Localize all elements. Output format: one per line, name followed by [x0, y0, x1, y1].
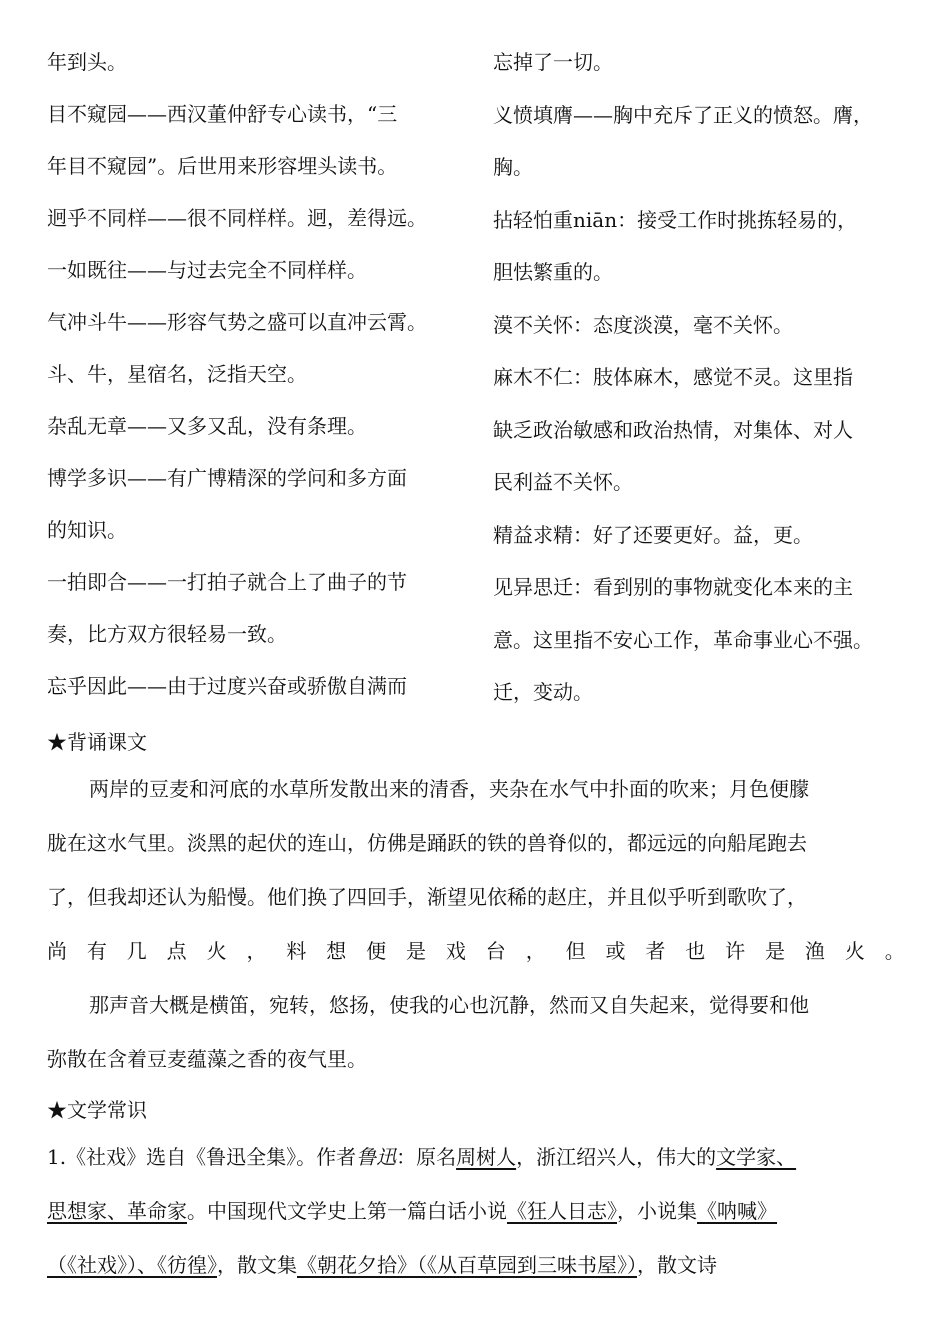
right-line: 忘掉了一切。: [493, 50, 613, 74]
author-titles: 文学家、: [716, 1145, 797, 1169]
spread-char: 者: [645, 939, 666, 963]
text-run: ：原名: [396, 1145, 457, 1169]
text-line: 那声音大概是横笛，宛转，悠扬，使我的心也沉静，然而又自失起来，觉得要和他: [89, 993, 809, 1017]
spread-char: 有: [86, 939, 107, 963]
left-line: 年到头。: [47, 50, 127, 74]
justified-line: [47, 924, 905, 978]
literature-paragraph: [47, 1130, 907, 1292]
spread-char: 几: [126, 939, 147, 963]
right-column: [493, 40, 933, 723]
text-run: ，散文集: [217, 1253, 297, 1277]
spread-char: 料: [286, 939, 307, 963]
right-line: 义愤填膺——胸中充斥了正义的愤怒。膺，: [493, 102, 873, 127]
text-run: ，浙江绍兴人，伟大的: [516, 1145, 717, 1169]
left-line: 一拍即合——一打拍子就合上了曲子的节: [47, 570, 407, 594]
collection-title: （《社戏》）、《彷徨》: [47, 1253, 217, 1277]
right-line: 民利益不关怀。: [493, 470, 633, 494]
original-name: 周树人: [456, 1145, 517, 1169]
text-line: [47, 1130, 907, 1184]
left-line: 奏，比方双方很轻易一致。: [47, 622, 287, 646]
left-line: 杂乱无章——又多又乱，没有条理。: [47, 414, 367, 438]
spread-char: 火: [206, 939, 227, 963]
section-heading: ★背诵课文: [47, 730, 147, 754]
left-line: 迥乎不同样——很不同样样。迥，差得远。: [47, 206, 427, 230]
text-run: ，散文诗: [637, 1253, 717, 1277]
spread-char: 但: [565, 939, 586, 963]
spread-char: 便: [366, 939, 387, 963]
novel-title: 《狂人日志》: [507, 1199, 617, 1223]
spread-char: 也: [685, 939, 706, 963]
spread-char: ，: [525, 939, 546, 963]
spread-char: 想: [326, 939, 347, 963]
right-line: 麻木不仁：肢体麻木，感觉不灵。这里指: [493, 365, 853, 389]
right-line: 意。这里指不安心工作，革命事业心不强。: [493, 627, 873, 652]
left-line: 的知识。: [47, 518, 127, 542]
text-line: [47, 1184, 907, 1238]
literature-section: [47, 1090, 907, 1292]
text-run: 。中国现代文学史上第一篇白话小说: [187, 1199, 507, 1223]
recite-paragraph-1: [47, 762, 907, 978]
spread-char: 台: [485, 939, 506, 963]
spread-char: 点: [166, 939, 187, 963]
left-line: 目不窥园——西汉董仲舒专心读书，“三: [47, 102, 398, 126]
spread-char: 渔: [804, 939, 825, 963]
text-line: 两岸的豆麦和河底的水草所发散出来的清香，夹杂在水气中扑面的吹来；月色便朦: [89, 777, 809, 801]
left-line: 年目不窥园”。后世用来形容埋头读书。: [47, 154, 398, 178]
right-line: 缺乏政治敏感和政治热情，对集体、对人: [493, 417, 853, 442]
left-line: 忘乎因此——由于过度兴奋或骄傲自满而: [47, 674, 407, 698]
right-line: 漠不关怀：态度淡漠，毫不关怀。: [493, 312, 793, 337]
left-line: 斗、牛，星宿名，泛指天空。: [47, 362, 307, 386]
text-line: 了，但我却还认为船慢。他们换了四回手，渐望见依稀的赵庄，并且似乎听到歌吹了，: [47, 885, 807, 909]
spread-char: 是: [406, 939, 427, 963]
text-run: ，小说集: [617, 1199, 697, 1223]
text-run: 1.《社戏》选自《鲁迅全集》。作者: [47, 1145, 357, 1169]
spread-char: 是: [765, 939, 786, 963]
right-line: 胸。: [493, 155, 533, 179]
right-line: 迁，变动。: [493, 680, 593, 704]
text-line: 弥散在含着豆麦蕴藻之香的夜气里。: [47, 1047, 367, 1071]
left-line: 气冲斗牛——形容气势之盛可以直冲云霄。: [47, 310, 427, 334]
right-line: 见异思迁：看到别的事物就变化本来的主: [493, 575, 853, 599]
right-line: 精益求精：好了还要更好。益，更。: [493, 522, 813, 547]
spread-char: 。: [884, 939, 905, 963]
author-name: 鲁迅: [356, 1145, 397, 1169]
spread-char: 许: [725, 939, 746, 963]
author-titles: 思想家、革命家: [47, 1199, 187, 1223]
essay-collection-title: 《朝花夕拾》（《从百草园到三味书屋》）: [297, 1253, 637, 1277]
collection-title: 《呐喊》: [697, 1199, 777, 1223]
left-line: 一如既往——与过去完全不同样样。: [47, 258, 367, 282]
spread-char: ，: [246, 939, 267, 963]
right-line: 胆怯繁重的。: [493, 260, 613, 284]
text-line: [47, 1238, 907, 1292]
spread-char: 尚: [47, 939, 67, 963]
right-line: 拈轻怕重niān：接受工作时挑拣轻易的，: [493, 207, 858, 232]
recite-paragraph-2: [47, 978, 907, 1086]
left-line: 博学多识——有广博精深的学问和多方面: [47, 466, 407, 490]
spread-char: 戏: [445, 939, 466, 963]
spread-char: 火: [844, 939, 865, 963]
left-column: [47, 40, 467, 716]
spread-char: 或: [605, 939, 626, 963]
section-heading: ★文学常识: [47, 1098, 147, 1122]
text-line: 胧在这水气里。淡黑的起伏的连山，仿佛是踊跃的铁的兽脊似的，都远远的向船尾跑去: [47, 831, 807, 855]
recite-section: [47, 722, 907, 1086]
